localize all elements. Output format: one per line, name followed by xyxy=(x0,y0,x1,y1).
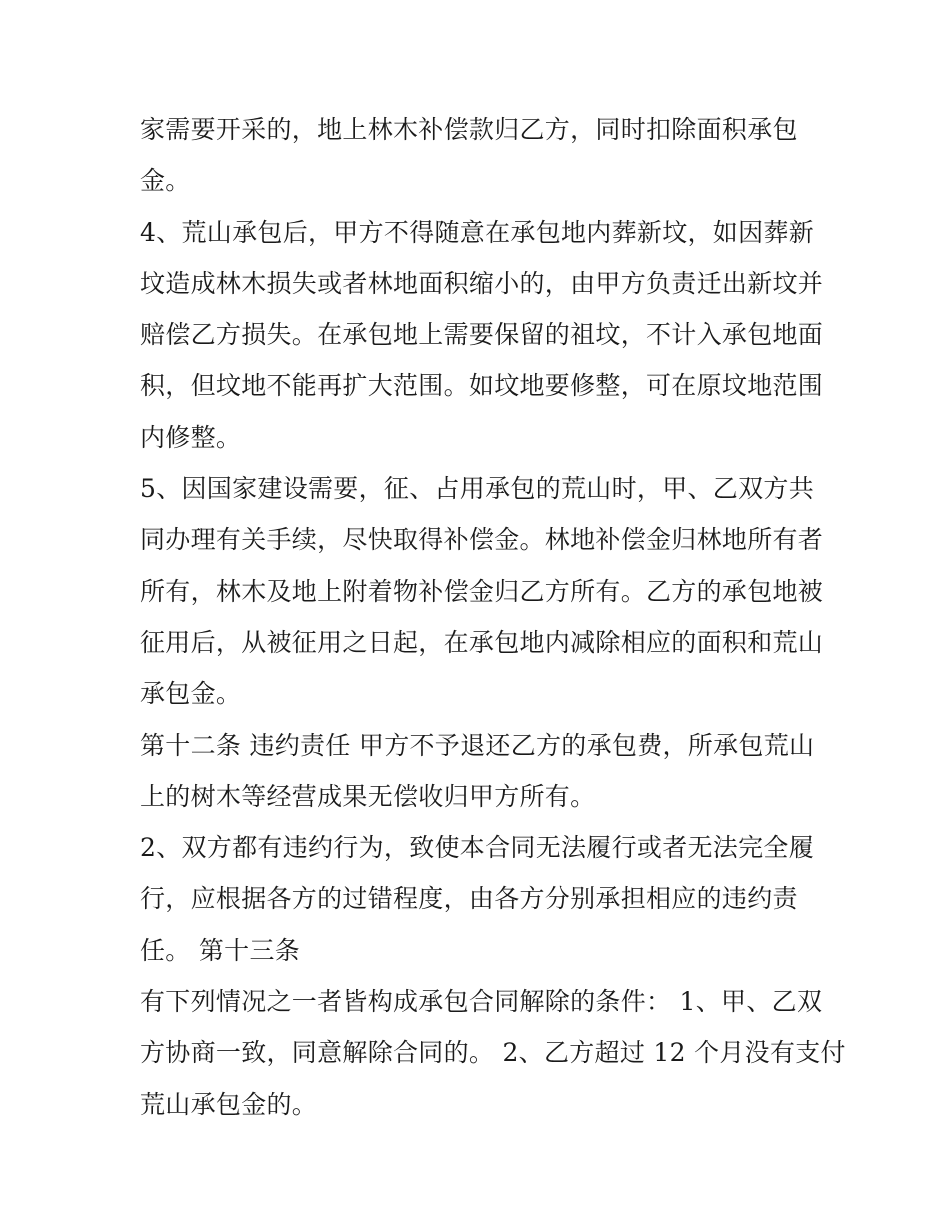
text-line: 方协商一致，同意解除合同的。 2、乙方超过 12 个月没有支付 xyxy=(140,1038,846,1068)
text-line: 2、双方都有违约行为，致使本合同无法履行或者无法完全履 xyxy=(140,833,815,863)
text-line: 荒山承包金的。 xyxy=(140,1089,318,1119)
text-line: 第十二条 违约责任 甲方不予退还乙方的承包费，所承包荒山 xyxy=(140,730,815,760)
text-line: 同办理有关手续，尽快取得补偿金。林地补偿金归林地所有者 xyxy=(140,525,824,555)
text-line: 征用后，从被征用之日起，在承包地内减除相应的面积和荒山 xyxy=(140,627,824,657)
text-line: 内修整。 xyxy=(140,422,242,452)
text-line: 承包金。 xyxy=(140,679,242,709)
text-line: 行，应根据各方的过错程度，由各方分别承担相应的违约责 xyxy=(140,884,798,914)
document-body xyxy=(140,104,846,1130)
text-line: 任。 第十三条 xyxy=(140,935,301,965)
text-line: 积，但坟地不能再扩大范围。如坟地要修整，可在原坟地范围 xyxy=(140,371,824,401)
text-line: 4、荒山承包后，甲方不得随意在承包地内葬新坟，如因葬新 xyxy=(140,217,815,247)
text-line: 所有，林木及地上附着物补偿金归乙方所有。乙方的承包地被 xyxy=(140,576,824,606)
text-line: 赔偿乙方损失。在承包地上需要保留的祖坟，不计入承包地面 xyxy=(140,320,824,350)
text-line: 上的树木等经营成果无偿收归甲方所有。 xyxy=(140,781,596,811)
text-line: 坟造成林木损失或者林地面积缩小的，由甲方负责迁出新坟并 xyxy=(140,268,824,298)
text-line: 有下列情况之一者皆构成承包合同解除的条件： 1、甲、乙双 xyxy=(140,987,823,1017)
text-line: 金。 xyxy=(140,166,191,196)
text-line: 5、因国家建设需要，征、占用承包的荒山时，甲、乙双方共 xyxy=(140,474,815,504)
text-line: 家需要开采的，地上林木补偿款归乙方，同时扣除面积承包 xyxy=(140,115,798,144)
